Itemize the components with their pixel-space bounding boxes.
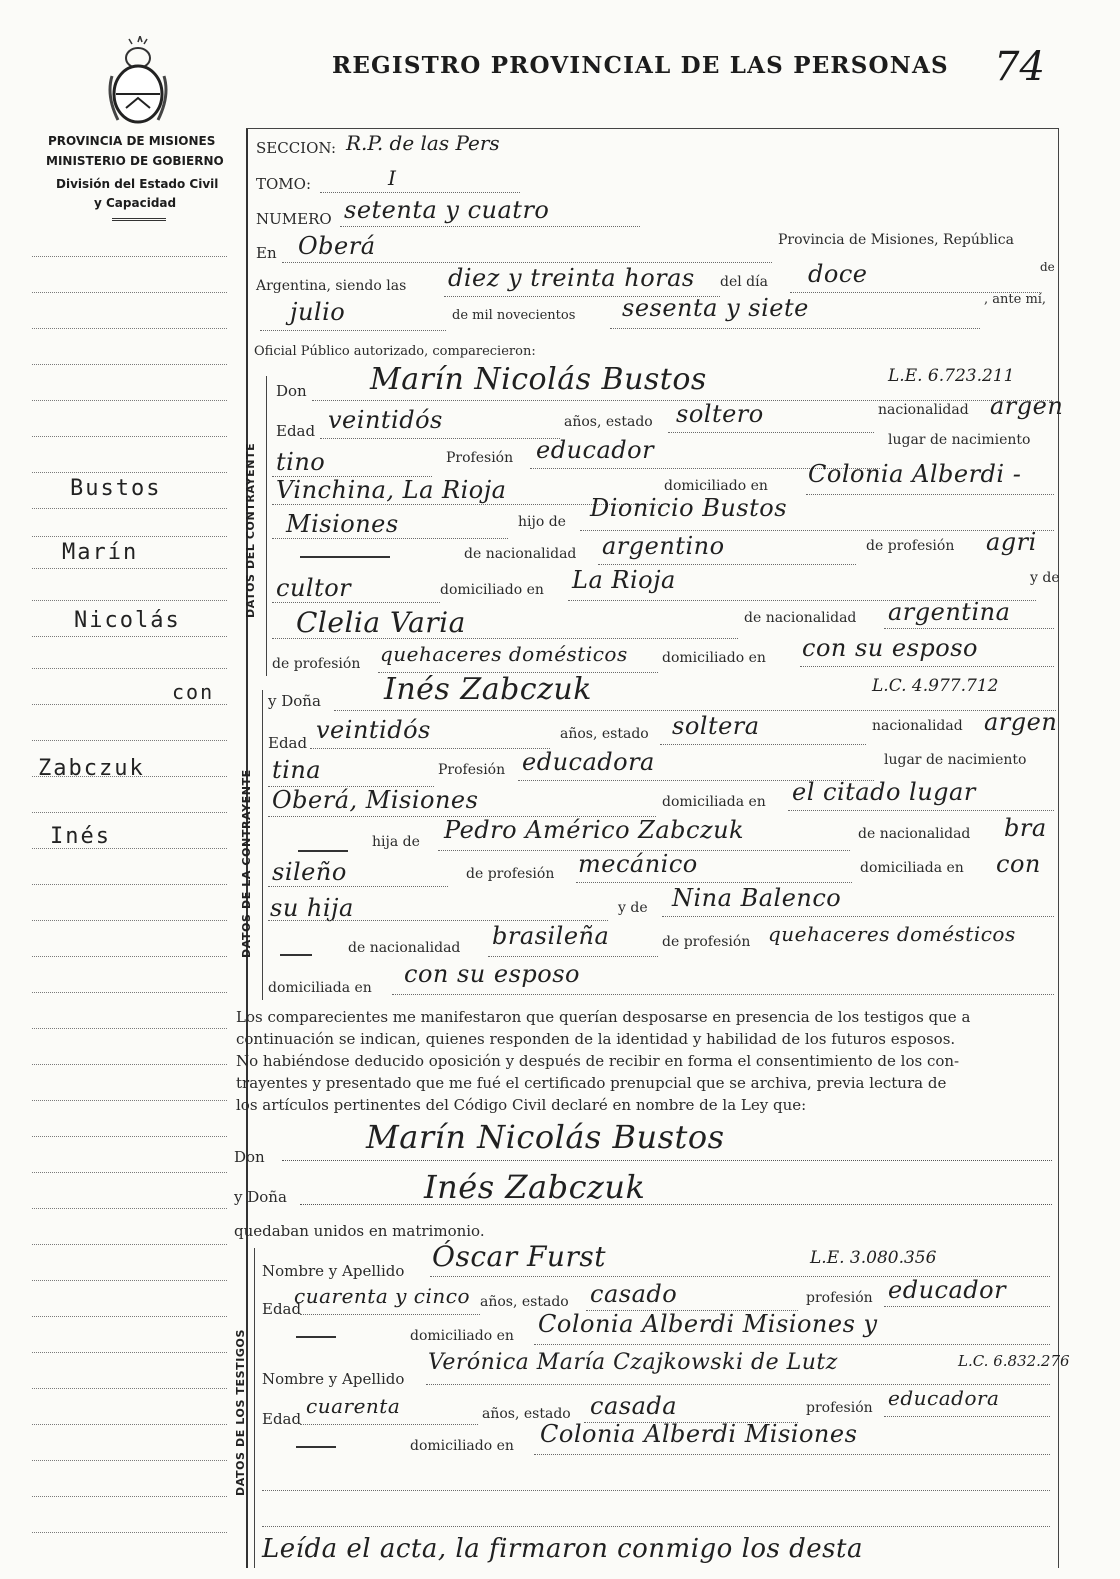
bride-side-label: DATOS DE LA CONTRAYENTE — [240, 769, 253, 958]
bride-edad-label: Edad — [268, 734, 308, 752]
groom-padre-dom-label: domiciliado en — [440, 582, 544, 598]
groom-madre-dom-label: domiciliado en — [662, 650, 766, 666]
org-line-1: PROVINCIA DE MISIONES — [48, 134, 216, 148]
org-line-4: y Capacidad — [94, 196, 177, 210]
declaration-don-label: Don — [234, 1148, 265, 1166]
groom-name: Marín Nicolás Bustos — [370, 362, 707, 397]
groom-edad-line — [320, 438, 560, 439]
w2-doc: L.C. 6.832.276 — [958, 1352, 1070, 1370]
groom-lugar-label: lugar de nacimiento — [888, 432, 1031, 448]
groom-madre-nac-line — [884, 628, 1054, 629]
provincia-text: Provincia de Misiones, República — [778, 232, 1014, 248]
footer-closing-line: Leída el acta, la firmaron conmigo los desta — [262, 1534, 863, 1564]
bride-estado: soltera — [672, 712, 760, 740]
oficial-text: Oficial Público autorizado, comparecieron: — [254, 344, 536, 359]
groom-padre-nac-label: de nacionalidad — [464, 546, 577, 562]
groom-padre: Dionicio Bustos — [590, 494, 788, 522]
declaration-line-2: continuación se indican, quienes responden de la identidad y habilidad de los futuros esposos. — [236, 1030, 956, 1048]
groom-madre-dom-line — [800, 666, 1054, 667]
w1-edad-line — [300, 1314, 480, 1315]
groom-domiciliado-label: domiciliado en — [664, 478, 768, 494]
w2-name-label: Nombre y Apellido — [262, 1370, 405, 1388]
en-value: Oberá — [298, 232, 376, 260]
bride-padre: Pedro Américo Zabczuk — [444, 816, 745, 844]
bride-dom-line — [788, 810, 1054, 811]
groom-hijo-label: hijo de — [518, 514, 566, 530]
groom-madre-dom: con su esposo — [802, 634, 978, 662]
blank-line-1 — [262, 1490, 1050, 1491]
bride-lugar-label: lugar de nacimiento — [884, 752, 1027, 768]
bride-y-de-label: y de — [618, 900, 648, 916]
tomo-label: TOMO: — [256, 175, 312, 193]
bride-nacionalidad-label: nacionalidad — [872, 718, 963, 734]
bride-anos-estado-label: años, estado — [560, 726, 649, 742]
mes-line — [260, 330, 446, 331]
groom-madre-line — [272, 638, 738, 639]
declaration-don-line — [282, 1160, 1052, 1161]
mes-value: julio — [290, 298, 346, 326]
bride-doc: L.C. 4.977.712 — [872, 676, 999, 696]
bride-estado-line — [660, 744, 866, 745]
tomo-line — [320, 192, 520, 193]
en-line — [282, 262, 772, 263]
bride-madre: Nina Balenco — [672, 884, 842, 912]
bride-profesion: educadora — [522, 748, 655, 776]
declaration-line-3: No habiéndose deducido oposición y después de recibir en forma el consentimiento de los con- — [236, 1052, 960, 1070]
bride-hija-label: hija de — [372, 834, 420, 850]
groom-padre-dom: La Rioja — [572, 566, 676, 594]
page-number: 74 — [994, 44, 1045, 90]
bride-section-border — [262, 690, 263, 1000]
groom-nacionalidad-label: nacionalidad — [878, 402, 969, 418]
bride-nacionalidad-a: argen — [984, 708, 1058, 736]
groom-padre-line — [580, 530, 1054, 531]
bride-edad: veintidós — [316, 716, 431, 744]
bride-padre-dom-b-line — [268, 920, 608, 921]
declaration-closing: quedaban unidos en matrimonio. — [234, 1222, 485, 1240]
declaration-line-5: los artículos pertinentes del Código Civil declaré en nombre de la Ley que: — [236, 1096, 807, 1114]
w1-name-label: Nombre y Apellido — [262, 1262, 405, 1280]
groom-padre-prof-b: cultor — [276, 574, 352, 602]
groom-madre-prof-label: de profesión — [272, 656, 361, 672]
w1-prof-label: profesión — [806, 1290, 873, 1306]
w1-dom-line — [534, 1344, 1050, 1345]
en-label: En — [256, 244, 277, 262]
w2-estado: casada — [590, 1392, 678, 1420]
w1-prof: educador — [888, 1276, 1007, 1304]
bride-madre-line — [662, 916, 1054, 917]
bride-domicilio: el citado lugar — [792, 778, 976, 806]
margin-name-bustos: Bustos — [70, 476, 162, 501]
margin-name-nicolas: Nicolás — [74, 608, 181, 633]
del-dia-label: del día — [720, 274, 768, 290]
declaration-dona-label: y Doña — [234, 1188, 287, 1206]
w2-edad-line — [300, 1424, 478, 1425]
bride-lugar-nac: Oberá, Misiones — [272, 786, 479, 814]
groom-section-border — [266, 376, 267, 676]
document-title: REGISTRO PROVINCIAL DE LAS PERSONAS — [332, 52, 949, 79]
bride-madre-dom-label: domiciliada en — [268, 980, 372, 996]
dia-value: doce — [808, 260, 868, 288]
groom-side-label: DATOS DEL CONTRAYENTE — [244, 442, 257, 618]
groom-madre-prof: quehaceres domésticos — [380, 642, 628, 666]
w1-dom-label: domiciliado en — [410, 1328, 514, 1344]
hora-value: diez y treinta horas — [448, 264, 695, 292]
bride-domiciliada-label: domiciliada en — [662, 794, 766, 810]
w2-dom: Colonia Alberdi Misiones — [540, 1420, 858, 1448]
coat-of-arms-emblem — [104, 36, 172, 132]
groom-lugar-nac: Vinchina, La Rioja — [276, 476, 507, 504]
bride-name: Inés Zabczuk — [384, 672, 592, 707]
numero-line — [340, 226, 640, 227]
bride-name-line — [334, 710, 1056, 711]
groom-padre-nac: argentino — [602, 532, 725, 560]
groom-nacionalidad-b: tino — [276, 448, 326, 476]
margin-name-marin: Marín — [62, 540, 139, 565]
argentina-text: Argentina, siendo las — [256, 278, 407, 294]
w2-name: Verónica María Czajkowski de Lutz — [428, 1350, 838, 1375]
seccion-value: R.P. de las Pers — [346, 131, 500, 155]
declaration-don-name: Marín Nicolás Bustos — [366, 1118, 725, 1156]
groom-doc: L.E. 6.723.211 — [888, 366, 1015, 386]
witnesses-side-label: DATOS DE LOS TESTIGOS — [234, 1328, 247, 1496]
bride-padre-prof-label: de profesión — [466, 866, 555, 882]
bride-padre-dom-label: domiciliada en — [860, 860, 964, 876]
bride-padre-prof-line — [576, 882, 852, 883]
groom-edad-label: Edad — [276, 422, 316, 440]
witnesses-section-border — [254, 1248, 255, 1568]
w1-dash — [296, 1336, 336, 1338]
groom-dom-line — [806, 494, 1054, 495]
groom-estado-line — [668, 432, 874, 433]
margin-name-ines: Inés — [50, 824, 111, 849]
bride-padre-dom-a: con — [996, 850, 1041, 878]
w1-edad-label: Edad — [262, 1300, 302, 1318]
de-mil-label: de mil novecientos — [452, 308, 576, 323]
numero-value: setenta y cuatro — [344, 196, 550, 224]
margin-connector-con: con — [172, 680, 215, 704]
seccion-label: SECCION: — [256, 139, 337, 157]
groom-profesion: educador — [536, 436, 655, 464]
groom-padre-prof-b-line — [272, 602, 440, 603]
bride-madre-dom: con su esposo — [404, 960, 580, 988]
bride-nacionalidad-b: tina — [272, 756, 322, 784]
groom-y-de-label: y de — [1030, 570, 1060, 586]
groom-profesion-label: Profesión — [446, 450, 514, 466]
bride-dash-2 — [280, 954, 312, 956]
groom-dash — [300, 556, 390, 558]
w2-prof: educadora — [888, 1386, 1000, 1410]
bride-madre-nac: brasileña — [492, 922, 610, 950]
w2-dom-line — [534, 1454, 1050, 1455]
bride-madre-nac-label: de nacionalidad — [348, 940, 461, 956]
w2-dom-label: domiciliado en — [410, 1438, 514, 1454]
bride-madre-dom-line — [392, 994, 1054, 995]
de-label: de — [1040, 260, 1055, 274]
bride-padre-prof: mecánico — [578, 850, 698, 878]
bride-padre-nac-b: sileño — [272, 858, 347, 886]
declaration-line-1: Los comparecientes me manifestaron que querían desposarse en presencia de los testigos que a — [236, 1008, 971, 1026]
bride-madre-prof: quehaceres domésticos — [768, 922, 1016, 946]
bride-edad-line — [310, 748, 550, 749]
w2-prof-label: profesión — [806, 1400, 873, 1416]
bride-madre-prof-label: de profesión — [662, 934, 751, 950]
w2-name-line — [426, 1384, 1050, 1385]
numero-label: NUMERO — [256, 210, 332, 228]
bride-padre-dom-b: su hija — [270, 894, 354, 922]
w1-estado: casado — [590, 1280, 678, 1308]
groom-domicilio-b: Misiones — [286, 510, 399, 538]
ante-label: , ante mí, — [984, 292, 1047, 307]
w1-name: Óscar Furst — [432, 1240, 606, 1273]
groom-madre-nac: argentina — [888, 598, 1011, 626]
groom-domicilio-a: Colonia Alberdi - — [808, 460, 1022, 488]
w2-estado-label: años, estado — [482, 1406, 571, 1422]
declaration-line-4: trayentes y presentado que me fué el certificado prenupcial que se archiva, previa lectura de — [236, 1074, 947, 1092]
w1-estado-label: años, estado — [480, 1294, 569, 1310]
org-line-2: MINISTERIO DE GOBIERNO — [46, 154, 224, 168]
org-underline — [112, 218, 166, 221]
bride-dash — [298, 850, 348, 852]
declaration-dona-line — [300, 1204, 1052, 1205]
blank-line-2 — [262, 1526, 1050, 1527]
bride-padre-nac-label: de nacionalidad — [858, 826, 971, 842]
bride-profesion-label: Profesión — [438, 762, 506, 778]
w2-edad-label: Edad — [262, 1410, 302, 1428]
groom-padre-prof-a: agri — [986, 528, 1037, 556]
w1-dom: Colonia Alberdi Misiones y — [538, 1310, 878, 1338]
groom-nacionalidad-a: argen — [990, 392, 1064, 420]
bride-dona-label: y Doña — [268, 692, 321, 710]
w2-dash — [296, 1446, 336, 1448]
w2-prof-line — [884, 1416, 1050, 1417]
bride-madre-nac-line — [488, 956, 658, 957]
tomo-value: I — [388, 166, 396, 190]
w2-edad: cuarenta — [306, 1394, 401, 1418]
groom-padre-prof-label: de profesión — [866, 538, 955, 554]
groom-padre-nac-line — [598, 564, 856, 565]
form-top-border — [246, 128, 1058, 129]
groom-madre: Clelia Varia — [296, 606, 466, 639]
bride-padre-nac-b-line — [268, 886, 448, 887]
groom-dom-b-line — [272, 538, 508, 539]
groom-don-label: Don — [276, 382, 307, 400]
groom-madre-nac-label: de nacionalidad — [744, 610, 857, 626]
org-line-3: División del Estado Civil — [56, 177, 219, 191]
bride-padre-nac-a: bra — [1004, 814, 1047, 842]
anio-line — [610, 328, 980, 329]
anio-value: sesenta y siete — [622, 294, 809, 322]
w1-prof-line — [884, 1306, 1050, 1307]
groom-edad: veintidós — [328, 406, 443, 434]
margin-name-zabczuk: Zabczuk — [38, 756, 145, 781]
groom-estado: soltero — [676, 400, 764, 428]
w1-edad: cuarenta y cinco — [294, 1284, 470, 1308]
w1-doc: L.E. 3.080.356 — [810, 1248, 937, 1268]
declaration-dona-name: Inés Zabczuk — [424, 1168, 646, 1206]
groom-anos-estado-label: años, estado — [564, 414, 653, 430]
